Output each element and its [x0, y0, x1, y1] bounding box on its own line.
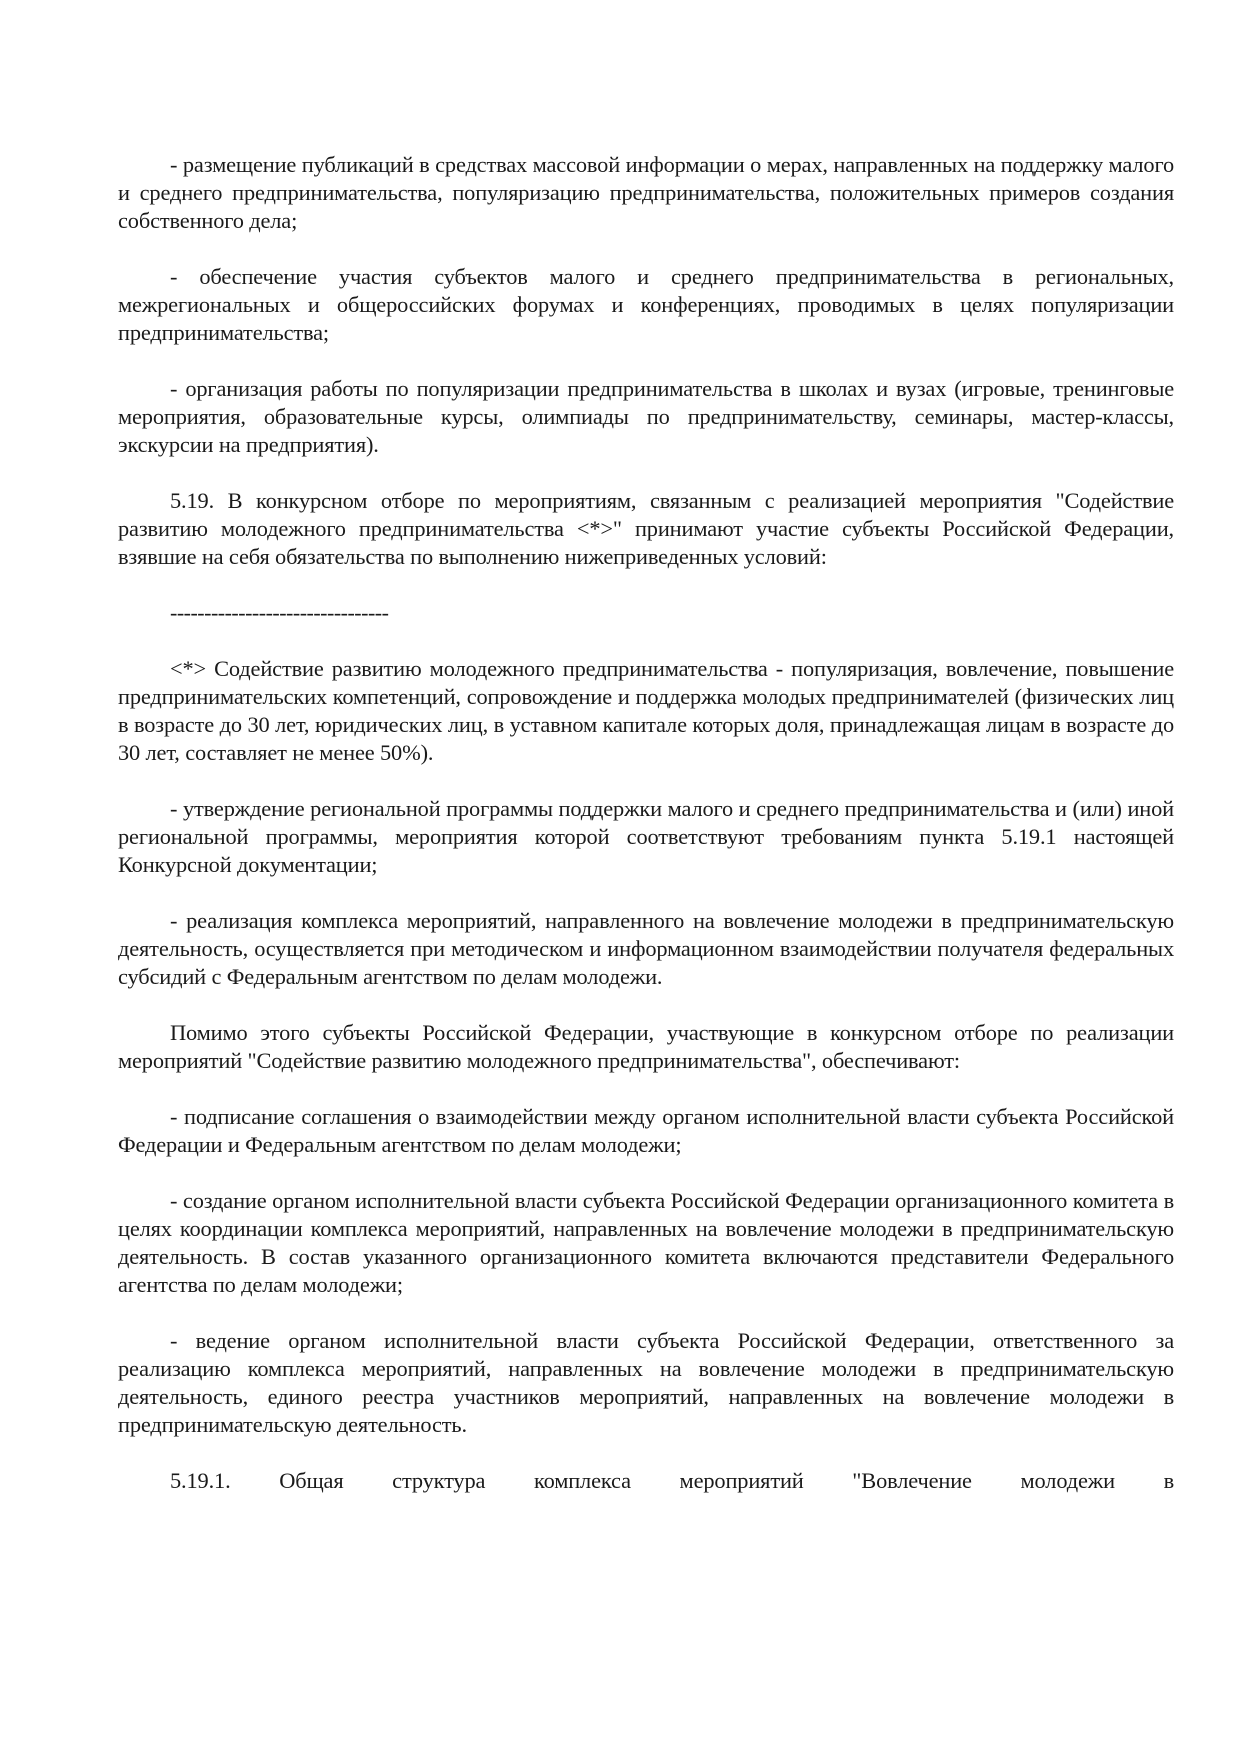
para-additionally-ensure: Помимо этого субъекты Российской Федерации, участвующие в конкурсном отборе по реализации мероприятий "Содействие развитию молодежного предпринимательства", обеспечивают: — [118, 1020, 1174, 1073]
section-5-19-1-heading: 5.19.1. Общая структура комплекса мероприятий "Вовлечение молодежи в — [170, 1468, 1174, 1493]
bullet-regional-program: - утверждение региональной программы поддержки малого и среднего предпринимательства и (или) иной региональной программы, мероприятия которой соответствуют требованиям пункта 5.19.1 настоящей Конкурсной документации; — [118, 796, 1174, 877]
section-5-19-paragraph: 5.19. В конкурсном отборе по мероприятиям, связанным с реализацией мероприятия "Содействие развитию молодежного предпринимательства <*>" принимают участие субъекты Российской Федерации, взявшие на себя обязательства по выполнению нижеприведенных условий: — [118, 488, 1174, 569]
bullet-media-publications: - размещение публикаций в средствах массовой информации о мерах, направленных на поддержку малого и среднего предпринимательства, популяризацию предпринимательства, положительных примеров создания собственного дела; — [118, 152, 1174, 233]
footnote-separator: -------------------------------- — [170, 600, 389, 625]
bullet-forums-participation: - обеспечение участия субъектов малого и среднего предпринимательства в региональных, межрегиональных и общероссийских форумах и конференциях, проводимых в целях популяризации предпринимательства; — [118, 264, 1174, 345]
bullet-org-committee: - создание органом исполнительной власти субъекта Российской Федерации организационного комитета в целях координации комплекса мероприятий, направленных на вовлечение молодежи в предпринимательскую деятельность. В состав указанного организационного комитета включаются представители Федерального агентства по делам молодежи; — [118, 1188, 1174, 1297]
bullet-agreement-signing: - подписание соглашения о взаимодействии между органом исполнительной власти субъекта Российской Федерации и Федеральным агентством по делам молодежи; — [118, 1104, 1174, 1157]
footnote-text: <*> Содействие развитию молодежного предпринимательства - популяризация, вовлечение, повышение предпринимательских компетенций, сопровождение и поддержка молодых предпринимателей (физических лиц в возрасте до 30 лет, юридических лиц, в уставном капитале которых доля, принадлежащая лицам в возрасте до 30 лет, составляет не менее 50%). — [118, 656, 1174, 765]
bullet-unified-registry: - ведение органом исполнительной власти субъекта Российской Федерации, ответственного за реализацию комплекса мероприятий, направленных на вовлечение молодежи в предпринимательскую деятельность, единого реестра участников мероприятий, направленных на вовлечение молодежи в предпринимательскую деятельность. — [118, 1328, 1174, 1437]
document-page — [118, 151, 1174, 1523]
bullet-schools-universities: - организация работы по популяризации предпринимательства в школах и вузах (игровые, тренинговые мероприятия, образовательные курсы, олимпиады по предпринимательству, семинары, мастер-классы, экскурсии на предприятия). — [118, 376, 1174, 457]
bullet-youth-involvement-complex: - реализация комплекса мероприятий, направленного на вовлечение молодежи в предпринимательскую деятельность, осуществляется при методическом и информационном взаимодействии получателя федеральных субсидий с Федеральным агентством по делам молодежи. — [118, 908, 1174, 989]
